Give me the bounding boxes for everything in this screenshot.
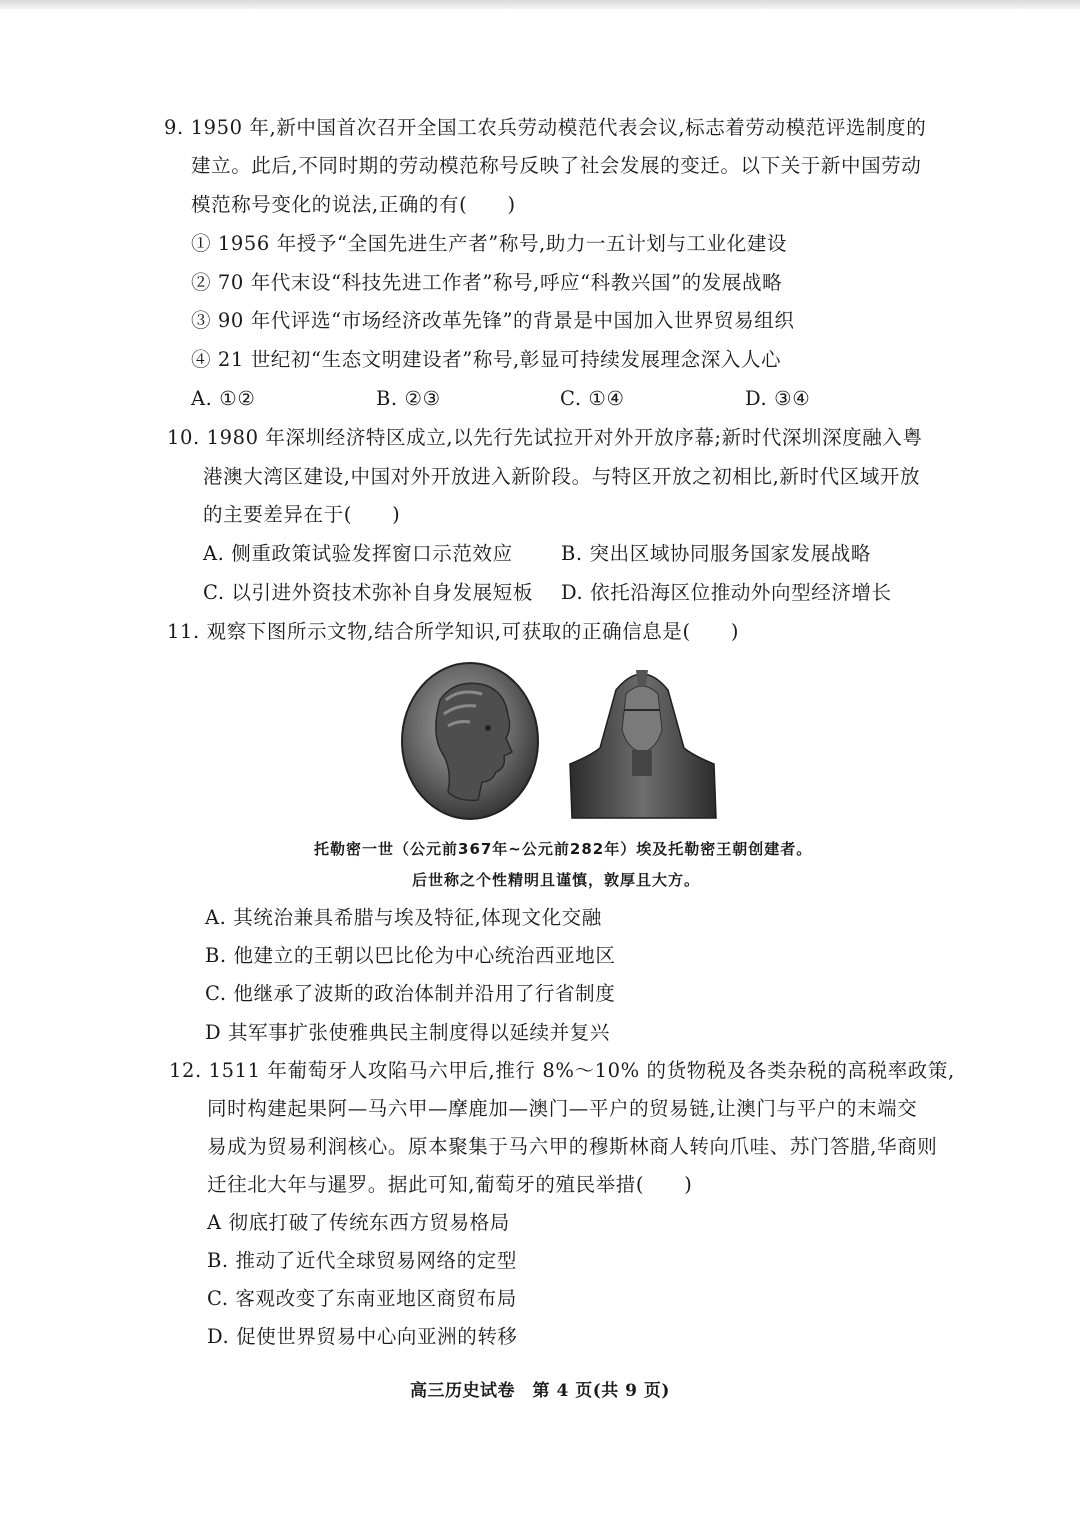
q10-option-b: B. 突出区域协同服务国家发展战略: [561, 542, 871, 565]
artifact-caption-line-2: 后世称之个性精明且谨慎，敦厚且大方。: [412, 871, 701, 889]
q11-option-d: D 其军事扩张使雅典民主制度得以延续并复兴: [205, 1021, 610, 1044]
q9-item-2: ② 70 年代末设“科技先进工作者”称号,呼应“科教兴国”的发展战略: [191, 271, 783, 294]
q12-stem-line-2: 同时构建起果阿—马六甲—摩鹿加—澳门—平户的贸易链,让澳门与平户的末端交: [207, 1097, 918, 1120]
ptolemy-coin-image: [400, 660, 540, 822]
artifact-caption-line-1: 托勒密一世（公元前367年~公元前282年）埃及托勒密王朝创建者。: [314, 840, 813, 858]
q12-stem-line-4: 迁往北大年与暹罗。据此可知,葡萄牙的殖民举措( ): [207, 1173, 693, 1196]
q10-stem-line-1: 10. 1980 年深圳经济特区成立,以先行先试拉开对外开放序幕;新时代深圳深度融入粤: [167, 426, 923, 449]
q11-option-c: C. 他继承了波斯的政治体制并沿用了行省制度: [205, 982, 616, 1005]
q12-option-a: A 彻底打破了传统东西方贸易格局: [207, 1211, 510, 1234]
q10-option-c: C. 以引进外资技术弥补自身发展短板: [203, 581, 533, 604]
q9-option-b: B. ②③: [376, 387, 441, 410]
q12-stem-line-1: 12. 1511 年葡萄牙人攻陷马六甲后,推行 8%～10% 的货物税及各类杂税的高税率政策,: [169, 1059, 955, 1082]
q10-option-a: A. 侧重政策试验发挥窗口示范效应: [203, 542, 513, 565]
q11-stem-line-1: 11. 观察下图所示文物,结合所学知识,可获取的正确信息是( ): [167, 620, 740, 643]
q12-option-b: B. 推动了近代全球贸易网络的定型: [207, 1249, 517, 1272]
q12-stem-line-3: 易成为贸易利润核心。原本聚集于马六甲的穆斯林商人转向爪哇、苏门答腊,华商则: [207, 1135, 938, 1158]
q9-stem-line-1: 9. 1950 年,新中国首次召开全国工农兵劳动模范代表会议,标志着劳动模范评选制度的: [164, 116, 927, 139]
q10-option-d: D. 依托沿海区位推动外向型经济增长: [561, 581, 892, 604]
q11-option-a: A. 其统治兼具希腊与埃及特征,体现文化交融: [205, 906, 602, 929]
page-footer: 高三历史试卷 第 4 页(共 9 页): [410, 1381, 670, 1401]
q9-option-c: C. ①④: [560, 387, 625, 410]
q9-option-d: D. ③④: [745, 387, 811, 410]
q9-item-1: ① 1956 年授予“全国先进生产者”称号,助力一五计划与工业化建设: [191, 232, 788, 255]
ptolemy-bust-image: [566, 660, 718, 820]
q9-stem-line-3: 模范称号变化的说法,正确的有( ): [191, 193, 516, 216]
q12-option-d: D. 促使世界贸易中心向亚洲的转移: [207, 1325, 518, 1348]
q9-item-3: ③ 90 年代评选“市场经济改革先锋”的背景是中国加入世界贸易组织: [191, 309, 795, 332]
q11-option-b: B. 他建立的王朝以巴比伦为中心统治西亚地区: [205, 944, 616, 967]
q10-stem-line-2: 港澳大湾区建设,中国对外开放进入新阶段。与特区开放之初相比,新时代区域开放: [203, 465, 921, 488]
q9-option-a: A. ①②: [191, 387, 256, 410]
q10-stem-line-3: 的主要差异在于( ): [203, 503, 401, 526]
q9-stem-line-2: 建立。此后,不同时期的劳动模范称号反映了社会发展的变迁。以下关于新中国劳动: [191, 154, 922, 177]
q12-option-c: C. 客观改变了东南亚地区商贸布局: [207, 1287, 517, 1310]
q9-item-4: ④ 21 世纪初“生态文明建设者”称号,彰显可持续发展理念深入人心: [191, 348, 782, 371]
